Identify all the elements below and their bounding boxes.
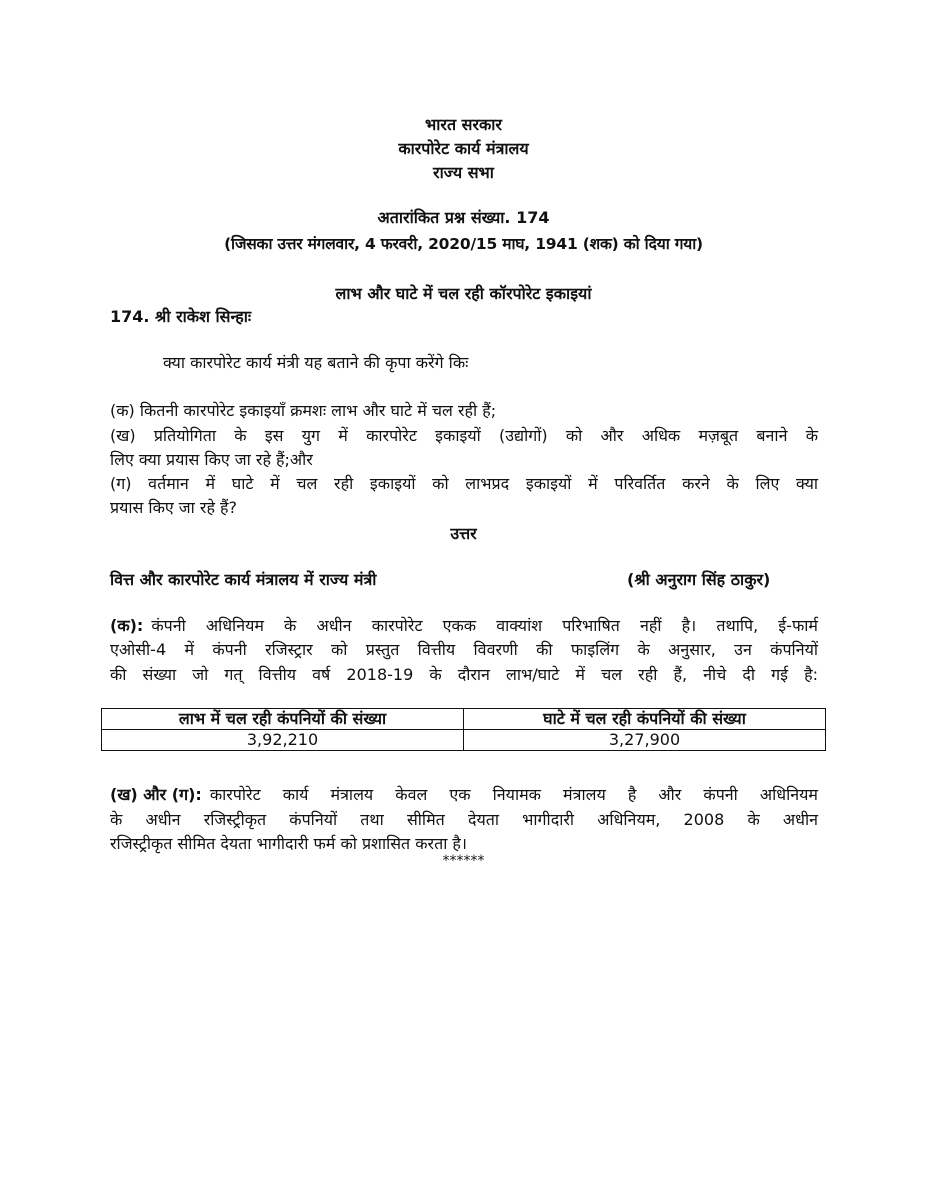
answer-bc-line1: कारपोरेट कार्य मंत्रालय केवल एक नियामक मंत्रालय है और कंपनी अधिनियम bbox=[209, 785, 818, 804]
question-part-a: (क) कितनी कारपोरेट इकाइयाँ क्रमशः लाभ और घाटे में चल रही हैं; bbox=[110, 401, 497, 420]
question-part-b-line2: लिए क्या प्रयास किए जा रहे हैं;और bbox=[110, 450, 313, 469]
answer-bc-line1-row bbox=[110, 783, 818, 805]
member-name: 174. श्री राकेश सिन्हाः bbox=[110, 307, 252, 326]
companies-table bbox=[101, 708, 826, 751]
answer-a-line1-row bbox=[110, 614, 818, 636]
question-part-c-line1: (ग) वर्तमान में घाटे में चल रही इकाइयों को लाभप्रद इकाइयों में परिवर्तित करने के लिए क्या bbox=[110, 474, 818, 493]
table-cell-profit-count: 3,92,210 bbox=[102, 730, 464, 751]
end-mark: ****** bbox=[442, 853, 485, 869]
question-intro: क्या कारपोरेट कार्य मंत्री यह बताने की कृपा करेंगे किः bbox=[163, 353, 469, 372]
table-row bbox=[102, 730, 826, 751]
answer-date-line: (जिसका उत्तर मंगलवार, 4 फरवरी, 2020/15 माघ, 1941 (शक) को दिया गया) bbox=[224, 235, 703, 253]
table-header-loss: घाटे में चल रही कंपनियों की संख्या bbox=[464, 709, 826, 730]
table-cell-loss-count: 3,27,900 bbox=[464, 730, 826, 751]
header-government: भारत सरकार bbox=[425, 115, 502, 134]
answer-heading: उत्तर bbox=[450, 524, 477, 543]
answer-a-line3: की संख्या जो गत् वित्तीय वर्ष 2018-19 के दौरान लाभ/घाटे में चल रही हैं, नीचे दी गई है: bbox=[110, 665, 818, 684]
answer-bc-line3: रजिस्ट्रीकृत सीमित देयता भागीदारी फर्म को प्रशासित करता है। bbox=[110, 834, 467, 853]
answer-a-label: (क): bbox=[110, 616, 144, 635]
question-part-c-line2: प्रयास किए जा रहे हैं? bbox=[110, 498, 238, 517]
minister-name: (श्री अनुराग सिंह ठाकुर) bbox=[627, 570, 771, 589]
header-ministry: कारपोरेट कार्य मंत्रालय bbox=[398, 139, 529, 158]
header-house: राज्य सभा bbox=[433, 163, 494, 182]
question-number: अतारांकित प्रश्न संख्या. 174 bbox=[377, 208, 550, 227]
table-header-profit: लाभ में चल रही कंपनियों की संख्या bbox=[102, 709, 464, 730]
question-subject: लाभ और घाटे में चल रही कॉरपोरेट इकाइयां bbox=[335, 284, 592, 303]
answer-bc-label: (ख) और (ग): bbox=[110, 785, 202, 804]
table-header-row bbox=[102, 709, 826, 730]
answer-a-line2: एओसी-4 में कंपनी रजिस्ट्रार को प्रस्तुत वित्तीय विवरणी की फाइलिंग के अनुसार, उन कंपनियों bbox=[110, 640, 818, 659]
answer-a-line1: कंपनी अधिनियम के अधीन कारपोरेट एकक वाक्यांश परिभाषित नहीं है। तथापि, ई-फार्म bbox=[151, 616, 818, 635]
question-part-b-line1: (ख) प्रतियोगिता के इस युग में कारपोरेट इकाइयों (उद्योगों) को और अधिक मज़बूत बनाने के bbox=[110, 426, 818, 445]
minister-role: वित्त और कारपोरेट कार्य मंत्रालय में राज्य मंत्री bbox=[110, 570, 377, 589]
answer-bc-line2: के अधीन रजिस्ट्रीकृत कंपनियों तथा सीमित देयता भागीदारी अधिनियम, 2008 के अधीन bbox=[110, 810, 818, 829]
